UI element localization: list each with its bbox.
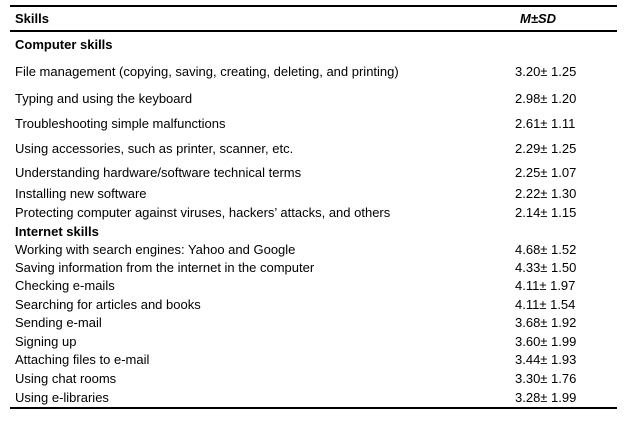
skill-label: Searching for articles and books [15, 297, 201, 312]
msd-value: 3.28± 1.99 [515, 390, 577, 405]
table-top-rule [10, 5, 617, 7]
skill-label: Understanding hardware/software technical terms [15, 165, 302, 180]
skill-label: Protecting computer against viruses, hackers’ attacks, and others [15, 205, 391, 220]
table-row [15, 206, 617, 221]
skill-label: Installing new software [15, 186, 147, 201]
skill-label: Typing and using the keyboard [15, 91, 193, 106]
msd-value: 2.98± 1.20 [515, 91, 577, 106]
msd-value: 4.11± 1.54 [515, 297, 576, 312]
table-row [15, 261, 617, 276]
table-row [15, 65, 617, 80]
skill-label: File management (copying, saving, creating, deleting, and printing) [15, 64, 399, 79]
msd-value: 2.14± 1.15 [515, 205, 577, 220]
skill-label: Checking e-mails [15, 278, 115, 293]
skill-label: Troubleshooting simple malfunctions [15, 116, 226, 131]
msd-value: 3.30± 1.76 [515, 371, 577, 386]
skill-label: Attaching files to e-mail [15, 352, 150, 367]
section-header-internet-skills [15, 225, 617, 240]
table-row [15, 166, 617, 181]
section-label: Internet skills [15, 224, 99, 239]
table-row [15, 372, 617, 387]
msd-value: 2.61± 1.11 [515, 116, 576, 131]
skill-label: Using e-libraries [15, 390, 109, 405]
msd-value: 4.33± 1.50 [515, 260, 577, 275]
skill-label: Using accessories, such as printer, scanner, etc. [15, 141, 294, 156]
table-row [15, 279, 617, 294]
skill-label: Working with search engines: Yahoo and Google [15, 242, 296, 257]
msd-value: 2.25± 1.07 [515, 165, 577, 180]
skill-label: Sending e-mail [15, 315, 102, 330]
table-row [15, 243, 617, 258]
msd-value: 2.29± 1.25 [515, 141, 577, 156]
msd-value: 3.44± 1.93 [515, 352, 577, 367]
msd-value: 3.68± 1.92 [515, 315, 577, 330]
msd-value: 2.22± 1.30 [515, 186, 577, 201]
section-label: Computer skills [15, 37, 113, 52]
table-row [15, 335, 617, 350]
table-row [15, 353, 617, 368]
msd-value: 4.68± 1.52 [515, 242, 577, 257]
table-row [15, 298, 617, 313]
table-header-row [15, 12, 617, 27]
msd-value: 3.60± 1.99 [515, 334, 577, 349]
section-header-computer-skills [15, 38, 617, 53]
header-divider-rule [10, 30, 617, 32]
column-header-skills: Skills [15, 11, 49, 26]
table-row [15, 117, 617, 132]
msd-value: 3.20± 1.25 [515, 64, 577, 79]
skill-label: Using chat rooms [15, 371, 117, 386]
table-row [15, 391, 617, 406]
skill-label: Signing up [15, 334, 77, 349]
table-row [15, 187, 617, 202]
table-row [15, 92, 617, 107]
table-bottom-rule [10, 407, 617, 409]
table-row [15, 142, 617, 157]
msd-value: 4.11± 1.97 [515, 278, 576, 293]
table-row [15, 316, 617, 331]
column-header-msd: M±SD [520, 11, 557, 26]
skill-label: Saving information from the internet in the computer [15, 260, 315, 275]
